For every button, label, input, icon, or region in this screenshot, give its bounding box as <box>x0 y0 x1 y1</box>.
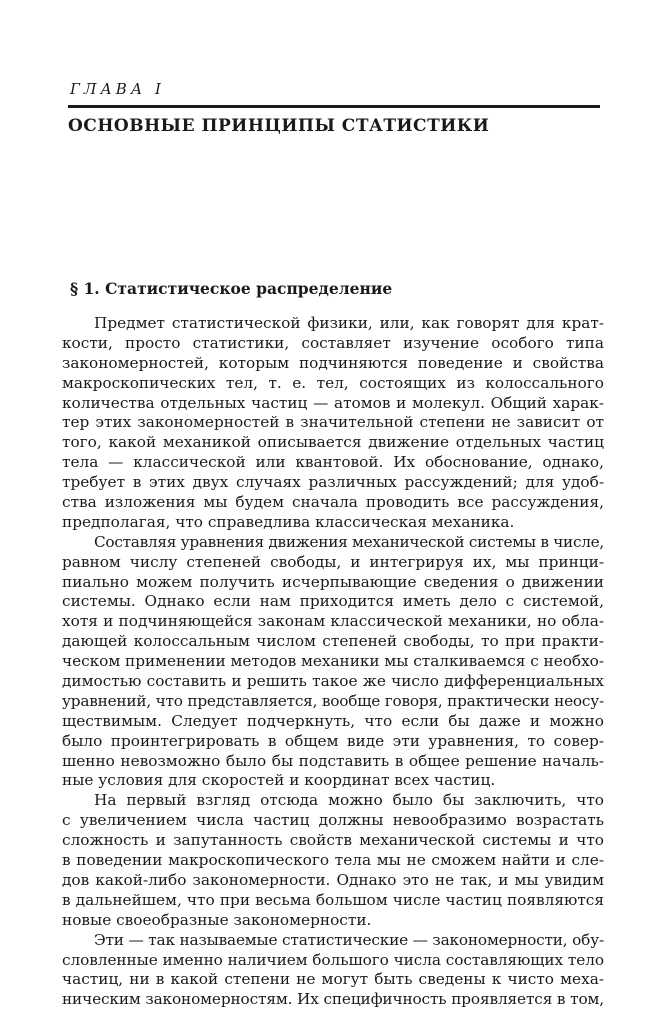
text-line: с увеличением числа частиц должны невообразимо возрастать <box>62 811 604 830</box>
section-title: § 1. Статистическое распределение <box>70 279 393 298</box>
paragraph-2 <box>62 533 604 792</box>
text-line: Эти — так называемые статистические — закономерности, обу- <box>94 930 604 949</box>
text-line: шенно невозможно было бы подставить в общее решение началь- <box>62 751 604 770</box>
text-line: в дальнейшем, что при весьма большом числе частиц появляются <box>62 890 604 909</box>
text-line: дов какой-либо закономерности. Однако это не так, и мы увидим <box>62 870 604 889</box>
text-line: димостью составить и решить такое же число дифференциальных <box>62 672 604 691</box>
text-line: требует в этих двух случаях различных рассуждений; для удоб- <box>62 473 604 492</box>
text-line: количества отдельных частиц — атомов и молекул. Общий харак- <box>62 393 604 412</box>
paragraph-1 <box>62 314 604 533</box>
text-line: в поведении макроскопического тела мы не сможем найти и сле- <box>62 851 604 870</box>
text-line: системы. Однако если нам приходится иметь дело с системой, <box>62 592 604 611</box>
text-line: ществимым. Следует подчеркнуть, что если бы даже и можно <box>62 711 604 730</box>
text-line: новые своеобразные закономерности. <box>62 910 372 929</box>
header-rule <box>68 105 600 108</box>
chapter-title: ОСНОВНЫЕ ПРИНЦИПЫ СТАТИСТИКИ <box>68 116 490 136</box>
text-line: того, какой механикой описывается движение отдельных частиц <box>62 433 604 452</box>
text-line: словленные именно наличием большого числа составляющих тело <box>62 950 604 969</box>
text-line: На первый взгляд отсюда можно было бы заключить, что <box>94 791 604 810</box>
text-line: равном числу степеней свободы, и интегрируя их, мы принци- <box>62 552 604 571</box>
text-line: кости, просто статистики, составляет изучение особого типа <box>62 333 604 352</box>
text-line: хотя и подчиняющейся законам классической механики, но обла- <box>62 612 604 631</box>
text-line: закономерностей, которым подчиняются поведение и свойства <box>62 353 604 372</box>
text-line: макроскопических тел, т. е. тел, состоящих из колоссального <box>62 373 604 392</box>
text-line: ные условия для скоростей и координат всех частиц. <box>62 771 496 790</box>
text-line: сложность и запутанность свойств механической системы и что <box>62 831 604 850</box>
paragraph-4 <box>62 931 604 1010</box>
text-line: Предмет статистической физики, или, как говорят для крат- <box>94 314 604 332</box>
text-line: пиально можем получить исчерпывающие сведения о движении <box>62 572 604 591</box>
text-line: уравнений, что представляется, вообще говоря, практически неосу- <box>62 691 604 710</box>
text-line: ническим закономерностям. Их специфичность проявляется в том, <box>62 990 604 1009</box>
text-line: ства изложения мы будем сначала проводить все рассуждения, <box>62 493 604 512</box>
chapter-label: ГЛАВА I <box>70 80 165 98</box>
text-line: частиц, ни в какой степени не могут быть сведены к чисто меха- <box>62 970 604 989</box>
text-line: ческом применении методов механики мы сталкиваемся с необхо- <box>62 652 604 671</box>
body-text <box>62 314 604 1010</box>
text-line: тела — классической или квантовой. Их обоснование, однако, <box>62 453 604 472</box>
paragraph-3 <box>62 791 604 930</box>
text-line: тер этих закономерностей в значительной степени не зависит от <box>62 413 604 432</box>
text-line: дающей колоссальным числом степеней свободы, то при практи- <box>62 632 604 651</box>
text-line: было проинтегрировать в общем виде эти уравнения, то совер- <box>62 731 604 750</box>
text-line: Составляя уравнения движения механической системы в числе, <box>94 532 604 551</box>
text-line: предполагая, что справедлива классическая механика. <box>62 512 515 531</box>
